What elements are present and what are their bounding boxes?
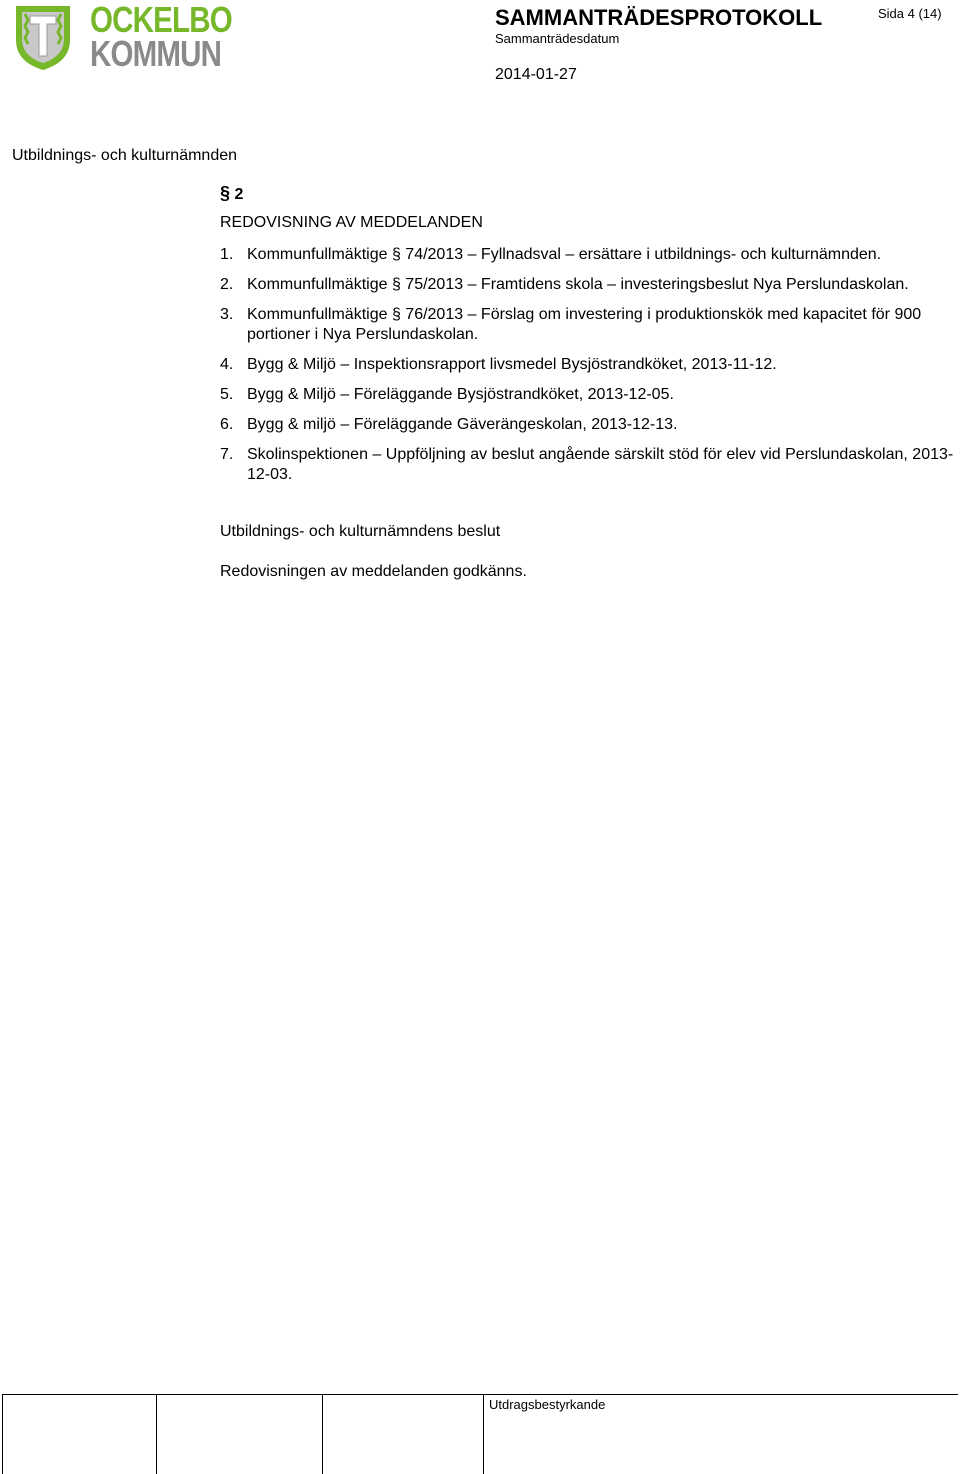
list-item <box>220 355 955 375</box>
decision-heading: Utbildnings- och kulturnämndens beslut <box>220 523 501 540</box>
page-number: Sida 4 (14) <box>878 6 942 21</box>
coat-of-arms-icon <box>12 2 74 72</box>
signature-cell <box>322 1394 323 1474</box>
decision-text: Redovisningen av meddelanden godkänns. <box>220 563 527 580</box>
signature-cell <box>156 1394 157 1474</box>
list-item <box>220 245 955 265</box>
list-item-text: Kommunfullmäktige § 75/2013 – Framtidens skola – investeringsbeslut Nya Perslundaskolan. <box>247 276 909 293</box>
meeting-date: 2014-01-27 <box>495 66 577 83</box>
list-item-number: 5. <box>220 386 234 403</box>
list-item-text: Bygg & Miljö – Inspektionsrapport livsmedel Bysjöstrandköket, 2013-11-12. <box>247 356 777 373</box>
list-item-number: 3. <box>220 306 234 323</box>
paragraph-number <box>220 183 243 204</box>
logo-text-kommun: KOMMUN <box>90 33 222 74</box>
list-item <box>220 385 955 405</box>
certification-label: Utdragsbestyrkande <box>489 1397 606 1412</box>
list-item-number: 6. <box>220 416 234 433</box>
list-item-number: 7. <box>220 446 234 463</box>
ockelbo-kommun-logo <box>12 0 232 74</box>
meeting-date-label: Sammanträdesdatum <box>495 31 620 46</box>
document-title: SAMMANTRÄDESPROTOKOLL <box>495 5 823 30</box>
signature-cell <box>483 1394 484 1474</box>
list-item-text: Kommunfullmäktige § 74/2013 – Fyllnadsval – ersättare i utbildnings- och kulturnämnden. <box>247 246 882 263</box>
list-item-number: 2. <box>220 276 234 293</box>
paragraph-symbol: § <box>220 183 231 203</box>
logo-text-ockelbo: OCKELBO <box>90 0 232 40</box>
notification-list <box>220 245 955 495</box>
agenda-heading: REDOVISNING AV MEDDELANDEN <box>220 214 483 231</box>
committee-name: Utbildnings- och kulturnämnden <box>12 147 238 164</box>
list-item-number: 1. <box>220 246 234 263</box>
list-item-text: Bygg & miljö – Föreläggande Gäverängeskolan, 2013-12-13. <box>247 416 678 433</box>
list-item-text: Bygg & Miljö – Föreläggande Bysjöstrandköket, 2013-12-05. <box>247 386 674 403</box>
list-item-text: Skolinspektionen – Uppföljning av beslut angående särskilt stöd för elev vid Perslundaskolan, 2013-12-03. <box>247 446 954 483</box>
list-item-text: Kommunfullmäktige § 76/2013 – Förslag om investering i produktionskök med kapacitet för 900 portioner i Nya Perslundaskolan. <box>247 306 922 343</box>
list-item <box>220 415 955 435</box>
paragraph-number-value: 2 <box>234 186 244 203</box>
signature-cell <box>2 1394 3 1474</box>
list-item <box>220 445 955 485</box>
list-item-number: 4. <box>220 356 234 373</box>
list-item <box>220 275 955 295</box>
footer-divider <box>2 1394 958 1395</box>
list-item <box>220 305 955 345</box>
signature-table <box>2 1394 958 1474</box>
